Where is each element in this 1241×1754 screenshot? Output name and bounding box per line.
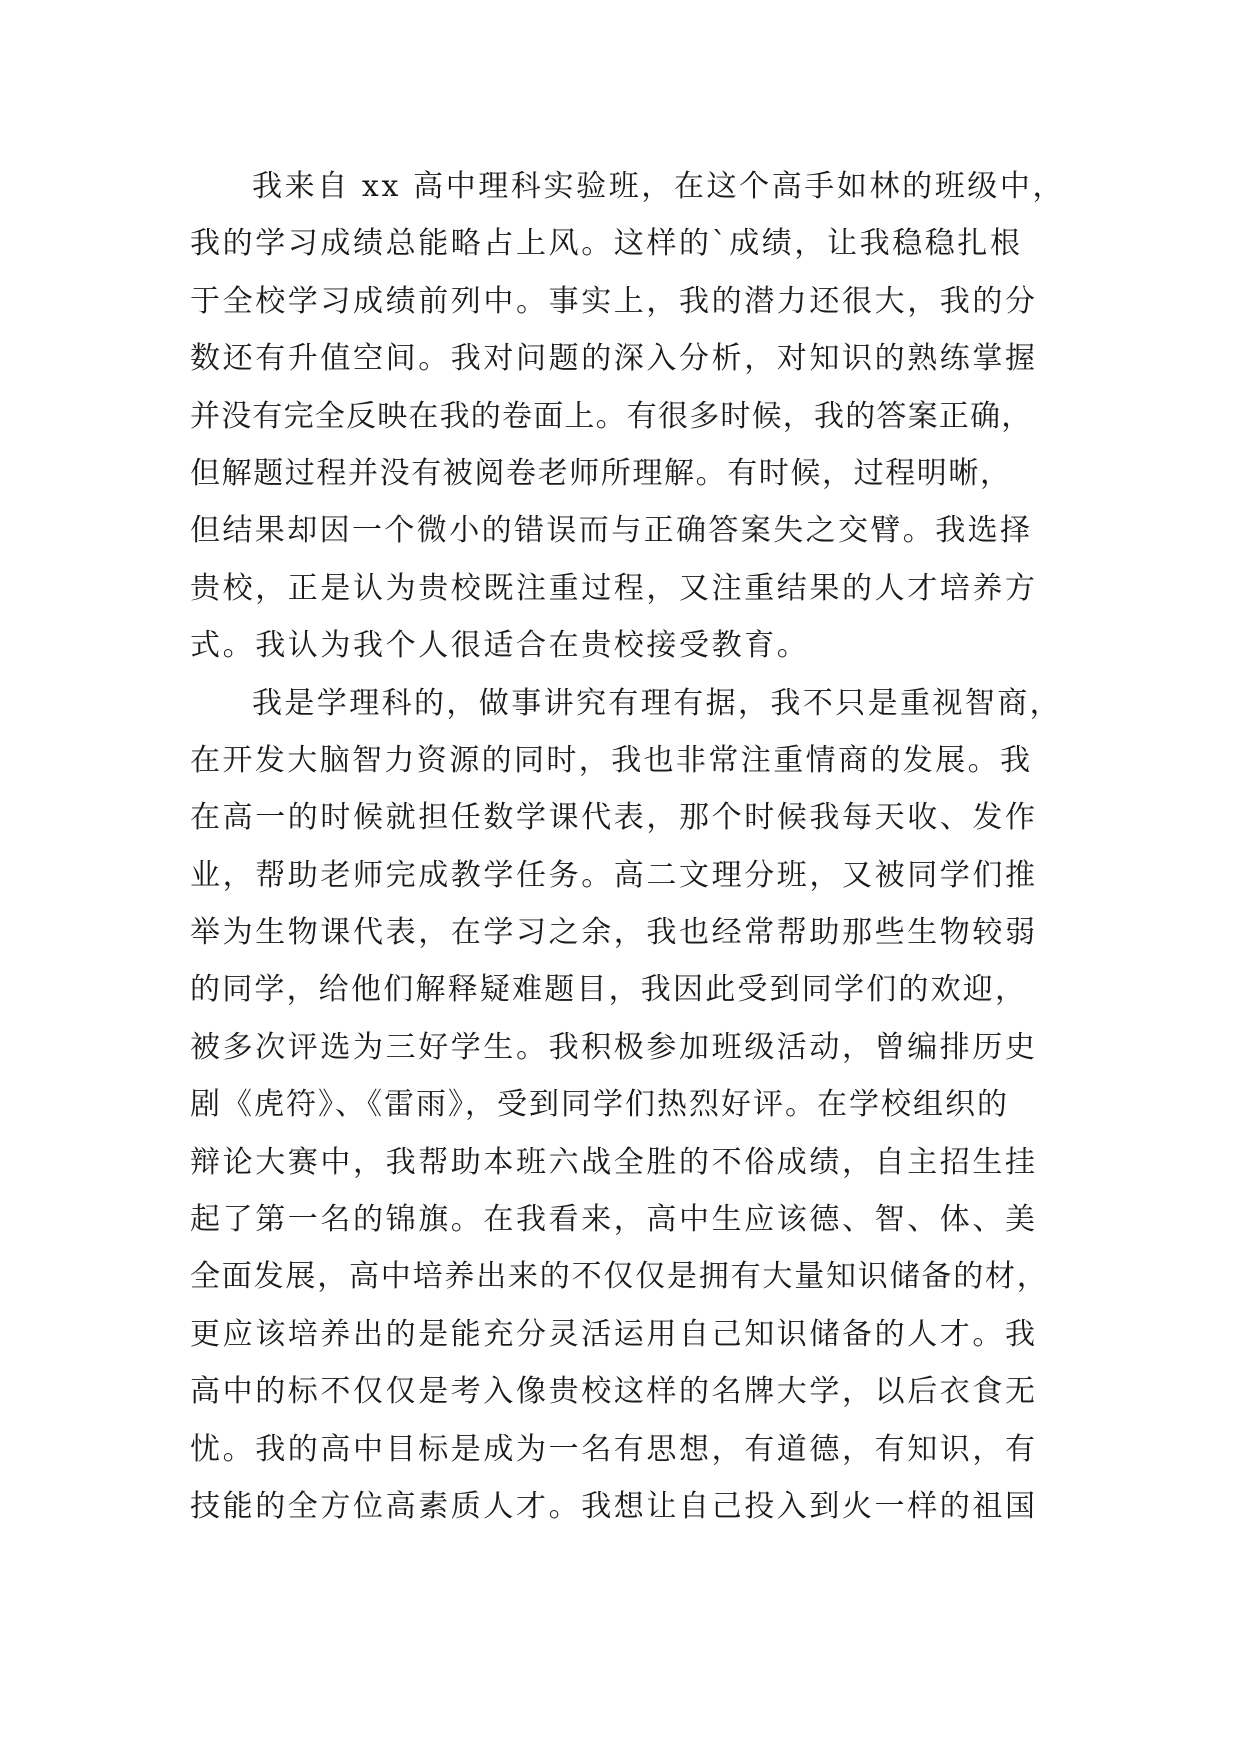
paragraph-line: 全面发展，高中培养出来的不仅仅是拥有大量知识储备的材，: [190, 1259, 1049, 1295]
paragraph-line: 式。我认为我个人很适合在贵校接受教育。: [190, 628, 810, 664]
paragraph-line: 的同学，给他们解释疑难题目，我因此受到同学们的欢迎，: [190, 972, 1028, 1008]
paragraph-line: 被多次评选为三好学生。我积极参加班级活动，曾编排历史: [190, 1029, 1038, 1065]
paragraph-line: 忧。我的高中目标是成为一名有思想，有道德，有知识，有: [190, 1431, 1038, 1467]
paragraph-line: 举为生物课代表，在学习之余，我也经常帮助那些生物较弱: [190, 915, 1038, 951]
paragraph-line: 在开发大脑智力资源的同时，我也非常注重情商的发展。我: [190, 742, 1033, 778]
paragraph-line: 我的学习成绩总能略占上风。这样的`成绩，让我稳稳扎根: [190, 226, 1023, 262]
paragraph-line: 更应该培养出的是能充分灵活运用自己知识储备的人才。我: [190, 1316, 1038, 1352]
paragraph-line: 但结果却因一个微小的错误而与正确答案失之交臂。我选择: [190, 513, 1033, 549]
paragraph-line: 我是学理科的，做事讲究有理有据，我不只是重视智商，: [252, 685, 1062, 721]
paragraph-line: 在高一的时候就担任数学课代表，那个时候我每天收、发作: [190, 800, 1038, 836]
paragraph-line: 技能的全方位高素质人才。我想让自己投入到火一样的祖国: [190, 1488, 1038, 1524]
paragraph-line: 高中的标不仅仅是考入像贵校这样的名牌大学，以后衣食无: [190, 1374, 1038, 1410]
paragraph-line: 数还有升值空间。我对问题的深入分析，对知识的熟练掌握: [190, 341, 1038, 377]
paragraph-line: 辩论大赛中，我帮助本班六战全胜的不俗成绩，自主招生挂: [190, 1144, 1038, 1180]
paragraph-line: 贵校，正是认为贵校既注重过程，又注重结果的人才培养方: [190, 570, 1038, 606]
paragraph-line: 我来自 xx 高中理科实验班，在这个高手如林的班级中，: [252, 169, 1066, 204]
paragraph-line: 剧《虎符》、《雷雨》，受到同学们热烈好评。在学校组织的: [190, 1087, 1009, 1123]
paragraph-1: [190, 158, 1065, 675]
paragraph-2: [190, 675, 1065, 1536]
paragraph-line: 于全校学习成绩前列中。事实上，我的潜力还很大，我的分: [190, 283, 1038, 319]
paragraph-line: 业，帮助老师完成教学任务。高二文理分班，又被同学们推: [190, 857, 1038, 893]
paragraph-line: 但解题过程并没有被阅卷老师所理解。有时候，过程明晰，: [190, 455, 1012, 491]
document-body: [190, 158, 1065, 1535]
paragraph-line: 并没有完全反映在我的卷面上。有很多时候，我的答案正确，: [190, 398, 1033, 434]
paragraph-line: 起了第一名的锦旗。在我看来，高中生应该德、智、体、美: [190, 1202, 1038, 1238]
